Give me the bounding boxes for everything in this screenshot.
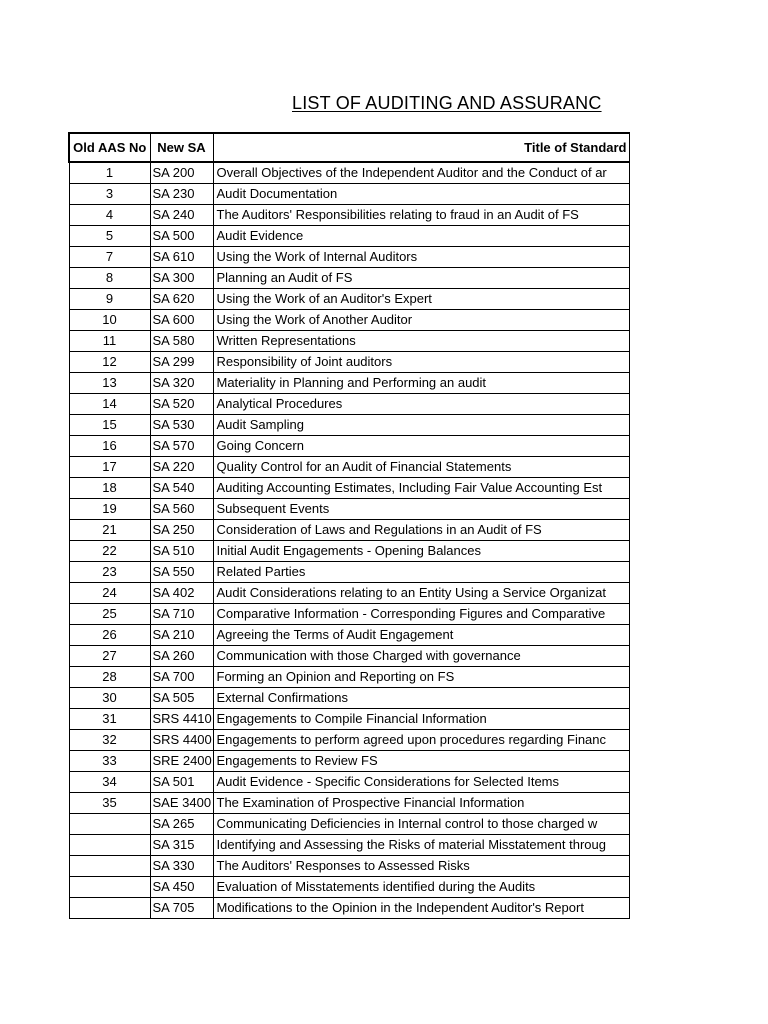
new-sa-cell: SA 230 <box>150 184 213 205</box>
new-sa-cell: SA 200 <box>150 162 213 184</box>
table-row <box>69 415 629 436</box>
table-row <box>69 457 629 478</box>
table-body <box>69 162 629 919</box>
table-row <box>69 793 629 814</box>
new-sa-cell: SA 330 <box>150 856 213 877</box>
table-row <box>69 667 629 688</box>
standard-title-cell: The Examination of Prospective Financial Information <box>213 793 629 814</box>
new-sa-cell: SA 315 <box>150 835 213 856</box>
old-aas-no-cell: 10 <box>69 310 150 331</box>
new-sa-cell: SA 705 <box>150 898 213 919</box>
new-sa-cell: SA 260 <box>150 646 213 667</box>
standard-title-cell: Overall Objectives of the Independent Auditor and the Conduct of ar <box>213 162 629 184</box>
new-sa-cell: SRS 4410 <box>150 709 213 730</box>
old-aas-no-cell: 4 <box>69 205 150 226</box>
new-sa-cell: SA 505 <box>150 688 213 709</box>
new-sa-cell: SA 501 <box>150 772 213 793</box>
old-aas-no-cell: 31 <box>69 709 150 730</box>
table-row <box>69 436 629 457</box>
new-sa-cell: SA 520 <box>150 394 213 415</box>
table-row <box>69 772 629 793</box>
table-row <box>69 646 629 667</box>
old-aas-no-cell <box>69 856 150 877</box>
header-new-sa: New SA <box>150 133 213 162</box>
table-row <box>69 562 629 583</box>
table-row <box>69 373 629 394</box>
table-row <box>69 499 629 520</box>
standard-title-cell: Initial Audit Engagements - Opening Balances <box>213 541 629 562</box>
new-sa-cell: SA 500 <box>150 226 213 247</box>
new-sa-cell: SRE 2400 <box>150 751 213 772</box>
table-row <box>69 814 629 835</box>
table-row <box>69 625 629 646</box>
new-sa-cell: SA 570 <box>150 436 213 457</box>
old-aas-no-cell: 5 <box>69 226 150 247</box>
old-aas-no-cell: 12 <box>69 352 150 373</box>
old-aas-no-cell: 22 <box>69 541 150 562</box>
standard-title-cell: Quality Control for an Audit of Financial Statements <box>213 457 629 478</box>
old-aas-no-cell: 32 <box>69 730 150 751</box>
table-row <box>69 226 629 247</box>
new-sa-cell: SA 450 <box>150 877 213 898</box>
table-row <box>69 184 629 205</box>
standard-title-cell: Consideration of Laws and Regulations in an Audit of FS <box>213 520 629 541</box>
new-sa-cell: SAE 3400 <box>150 793 213 814</box>
standard-title-cell: Forming an Opinion and Reporting on FS <box>213 667 629 688</box>
standard-title-cell: Written Representations <box>213 331 629 352</box>
table-row <box>69 162 629 184</box>
table-row <box>69 730 629 751</box>
table-row <box>69 751 629 772</box>
standards-table <box>68 132 630 919</box>
new-sa-cell: SA 320 <box>150 373 213 394</box>
old-aas-no-cell <box>69 814 150 835</box>
standard-title-cell: The Auditors' Responses to Assessed Risks <box>213 856 629 877</box>
table-row <box>69 352 629 373</box>
old-aas-no-cell: 18 <box>69 478 150 499</box>
header-row <box>69 133 629 162</box>
old-aas-no-cell: 11 <box>69 331 150 352</box>
new-sa-cell: SA 550 <box>150 562 213 583</box>
standard-title-cell: Audit Documentation <box>213 184 629 205</box>
old-aas-no-cell <box>69 835 150 856</box>
old-aas-no-cell: 7 <box>69 247 150 268</box>
table-row <box>69 268 629 289</box>
table-row <box>69 541 629 562</box>
old-aas-no-cell: 28 <box>69 667 150 688</box>
old-aas-no-cell: 3 <box>69 184 150 205</box>
new-sa-cell: SA 220 <box>150 457 213 478</box>
old-aas-no-cell: 34 <box>69 772 150 793</box>
header-title-of-standard: Title of Standard <box>213 133 629 162</box>
standard-title-cell: Communication with those Charged with governance <box>213 646 629 667</box>
standard-title-cell: Materiality in Planning and Performing an audit <box>213 373 629 394</box>
new-sa-cell: SA 299 <box>150 352 213 373</box>
standard-title-cell: The Auditors' Responsibilities relating to fraud in an Audit of FS <box>213 205 629 226</box>
standard-title-cell: Responsibility of Joint auditors <box>213 352 629 373</box>
standard-title-cell: Subsequent Events <box>213 499 629 520</box>
old-aas-no-cell: 21 <box>69 520 150 541</box>
standard-title-cell: Analytical Procedures <box>213 394 629 415</box>
old-aas-no-cell: 13 <box>69 373 150 394</box>
table-header <box>69 133 629 162</box>
new-sa-cell: SA 540 <box>150 478 213 499</box>
old-aas-no-cell: 27 <box>69 646 150 667</box>
new-sa-cell: SA 700 <box>150 667 213 688</box>
old-aas-no-cell: 15 <box>69 415 150 436</box>
new-sa-cell: SA 530 <box>150 415 213 436</box>
standard-title-cell: Auditing Accounting Estimates, Including Fair Value Accounting Est <box>213 478 629 499</box>
table-row <box>69 877 629 898</box>
old-aas-no-cell: 19 <box>69 499 150 520</box>
table-row <box>69 394 629 415</box>
new-sa-cell: SA 580 <box>150 331 213 352</box>
new-sa-cell: SA 600 <box>150 310 213 331</box>
old-aas-no-cell <box>69 898 150 919</box>
standard-title-cell: Planning an Audit of FS <box>213 268 629 289</box>
table-row <box>69 205 629 226</box>
standard-title-cell: Engagements to perform agreed upon procedures regarding Financ <box>213 730 629 751</box>
table-row <box>69 247 629 268</box>
table-row <box>69 583 629 604</box>
old-aas-no-cell: 23 <box>69 562 150 583</box>
standard-title-cell: Evaluation of Misstatements identified during the Audits <box>213 877 629 898</box>
new-sa-cell: SA 240 <box>150 205 213 226</box>
table-row <box>69 688 629 709</box>
old-aas-no-cell <box>69 877 150 898</box>
new-sa-cell: SA 610 <box>150 247 213 268</box>
standard-title-cell: Engagements to Compile Financial Information <box>213 709 629 730</box>
old-aas-no-cell: 14 <box>69 394 150 415</box>
table-row <box>69 331 629 352</box>
table-row <box>69 289 629 310</box>
new-sa-cell: SA 265 <box>150 814 213 835</box>
old-aas-no-cell: 26 <box>69 625 150 646</box>
standard-title-cell: Audit Considerations relating to an Entity Using a Service Organizat <box>213 583 629 604</box>
standard-title-cell: Engagements to Review FS <box>213 751 629 772</box>
old-aas-no-cell: 24 <box>69 583 150 604</box>
standard-title-cell: Identifying and Assessing the Risks of material Misstatement throug <box>213 835 629 856</box>
table-row <box>69 310 629 331</box>
new-sa-cell: SA 300 <box>150 268 213 289</box>
standard-title-cell: Using the Work of Another Auditor <box>213 310 629 331</box>
table-row <box>69 856 629 877</box>
page-title: LIST OF AUDITING AND ASSURANC <box>292 93 602 113</box>
old-aas-no-cell: 35 <box>69 793 150 814</box>
table-row <box>69 604 629 625</box>
header-old-aas-no: Old AAS No <box>69 133 150 162</box>
standard-title-cell: Using the Work of an Auditor's Expert <box>213 289 629 310</box>
table-row <box>69 709 629 730</box>
new-sa-cell: SA 710 <box>150 604 213 625</box>
table-row <box>69 478 629 499</box>
standard-title-cell: External Confirmations <box>213 688 629 709</box>
table-row <box>69 898 629 919</box>
new-sa-cell: SA 402 <box>150 583 213 604</box>
table-row <box>69 520 629 541</box>
old-aas-no-cell: 17 <box>69 457 150 478</box>
old-aas-no-cell: 1 <box>69 162 150 184</box>
new-sa-cell: SA 510 <box>150 541 213 562</box>
new-sa-cell: SRS 4400 <box>150 730 213 751</box>
new-sa-cell: SA 620 <box>150 289 213 310</box>
old-aas-no-cell: 16 <box>69 436 150 457</box>
standard-title-cell: Going Concern <box>213 436 629 457</box>
new-sa-cell: SA 560 <box>150 499 213 520</box>
new-sa-cell: SA 210 <box>150 625 213 646</box>
standard-title-cell: Audit Evidence <box>213 226 629 247</box>
standard-title-cell: Agreeing the Terms of Audit Engagement <box>213 625 629 646</box>
old-aas-no-cell: 25 <box>69 604 150 625</box>
standard-title-cell: Modifications to the Opinion in the Independent Auditor's Report <box>213 898 629 919</box>
table-row <box>69 835 629 856</box>
standard-title-cell: Related Parties <box>213 562 629 583</box>
old-aas-no-cell: 33 <box>69 751 150 772</box>
standard-title-cell: Communicating Deficiencies in Internal control to those charged w <box>213 814 629 835</box>
old-aas-no-cell: 9 <box>69 289 150 310</box>
standard-title-cell: Audit Sampling <box>213 415 629 436</box>
new-sa-cell: SA 250 <box>150 520 213 541</box>
standard-title-cell: Using the Work of Internal Auditors <box>213 247 629 268</box>
standard-title-cell: Audit Evidence - Specific Considerations for Selected Items <box>213 772 629 793</box>
standard-title-cell: Comparative Information - Corresponding Figures and Comparative <box>213 604 629 625</box>
old-aas-no-cell: 8 <box>69 268 150 289</box>
old-aas-no-cell: 30 <box>69 688 150 709</box>
